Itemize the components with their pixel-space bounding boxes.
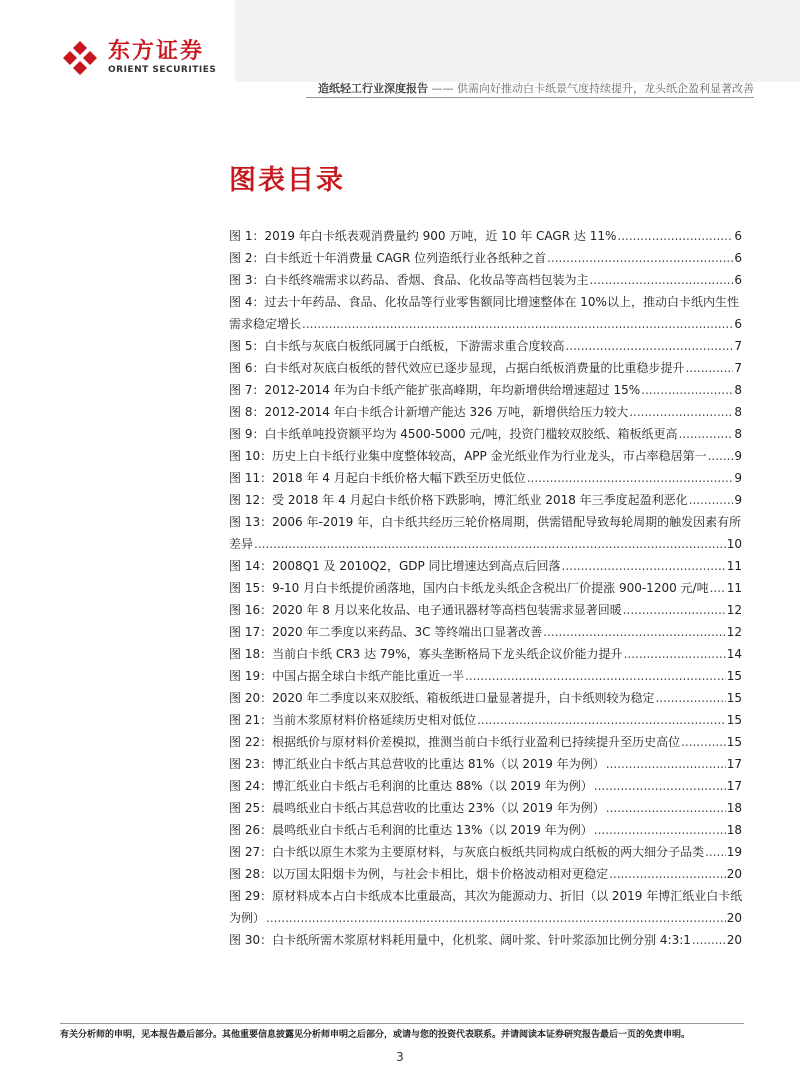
toc-entry-page: 11 xyxy=(726,559,742,573)
toc-entry-label-line1: 图 13：2006 年-2019 年，白卡纸共经历三轮价格周期，供需错配导致每轮周期的触发因素有所 xyxy=(229,515,742,529)
toc-leader-dots xyxy=(624,643,726,665)
toc-entry-page: 6 xyxy=(734,251,742,265)
toc-entry-page: 15 xyxy=(726,691,742,705)
toc-leader-dots xyxy=(543,621,725,643)
toc-entry-label: 图 15：9-10 月白卡纸提价函落地，国内白卡纸龙头纸企含税出厂价提涨 900-1200 元/吨 xyxy=(229,581,709,595)
toc-entry[interactable] xyxy=(229,247,742,269)
toc-entry[interactable] xyxy=(229,577,742,599)
header-rule xyxy=(306,97,754,98)
toc-entry[interactable] xyxy=(229,643,742,665)
toc-entry-page: 14 xyxy=(726,647,742,661)
toc-entry-label: 图 3：白卡纸终端需求以药品、香烟、食品、化妆品等高档包装为主 xyxy=(229,273,589,287)
footer-rule xyxy=(60,1023,744,1024)
toc-entry-label: 差异 xyxy=(229,537,254,551)
toc-entry-page: 6 xyxy=(734,317,742,331)
toc-entry-page: 8 xyxy=(734,427,742,441)
toc-entry-page: 10 xyxy=(726,537,742,551)
report-subtitle: 供需向好推动白卡纸景气度持续提升，龙头纸企盈利显著改善 xyxy=(457,82,754,95)
page-number: 3 xyxy=(396,1050,404,1064)
toc-entry-page: 17 xyxy=(726,757,742,771)
header-background xyxy=(235,0,800,82)
section-title: 图表目录 xyxy=(229,165,345,196)
toc-leader-dots xyxy=(527,467,734,489)
toc-entry-label: 图 20：2020 年二季度以来双胶纸、箱板纸进口量显著提升，白卡纸则较为稳定 xyxy=(229,691,655,705)
toc-entry-label: 图 22：根据纸价与原材料价差模拟，推测当前白卡纸行业盈利已持续提升至历史高位 xyxy=(229,735,681,749)
toc-entry[interactable] xyxy=(229,885,742,929)
toc-entry-label: 图 30：白卡纸所需木浆原材料耗用量中，化机浆、阔叶浆、针叶浆添加比例分别 4:3:1 xyxy=(229,933,691,947)
header-separator: —— xyxy=(428,82,457,95)
toc-leader-dots xyxy=(641,379,733,401)
toc-entry[interactable] xyxy=(229,423,742,445)
toc-entry-page: 9 xyxy=(734,449,742,463)
toc-leader-dots xyxy=(606,753,726,775)
toc-entry-page: 18 xyxy=(726,823,742,837)
company-logo xyxy=(60,38,216,78)
toc-entry-page: 20 xyxy=(726,867,742,881)
toc-entry-page: 7 xyxy=(734,361,742,375)
toc-entry-label: 图 1：2019 年白卡纸表观消费量约 900 万吨，近 10 年 CAGR 达 11% xyxy=(229,229,617,243)
toc-entry[interactable] xyxy=(229,687,742,709)
toc-entry-page: 15 xyxy=(726,735,742,749)
logo-chinese-name: 东方证券 xyxy=(108,39,205,64)
toc-entry[interactable] xyxy=(229,665,742,687)
figure-list xyxy=(229,225,742,951)
toc-entry-label: 图 12：受 2018 年 4 月起白卡纸价格下跌影响，博汇纸业 2018 年三季度起盈利恶化 xyxy=(229,493,688,507)
toc-entry-label: 图 17：2020 年二季度以来药品、3C 等终端出口显著改善 xyxy=(229,625,543,639)
toc-entry-label: 图 26：晨鸣纸业白卡纸占毛利润的比重达 13%（以 2019 年为例） xyxy=(229,823,593,837)
toc-entry-label-line1: 图 4：过去十年药品、食品、化妆品等行业零售额同比增速整体在 10%以上，推动白卡纸内生性 xyxy=(229,295,739,309)
toc-entry-page: 12 xyxy=(726,603,742,617)
toc-entry[interactable] xyxy=(229,335,742,357)
toc-entry-label: 图 19：中国占据全球白卡纸产能比重近一半 xyxy=(229,669,465,683)
toc-entry-page: 15 xyxy=(726,713,742,727)
toc-leader-dots xyxy=(302,313,733,335)
toc-entry-label: 图 14：2008Q1 及 2010Q2，GDP 同比增速达到高点后回落 xyxy=(229,559,561,573)
toc-entry-label: 为例） xyxy=(229,911,266,925)
toc-leader-dots xyxy=(565,335,733,357)
toc-entry-page: 20 xyxy=(726,911,742,925)
toc-entry-page: 17 xyxy=(726,779,742,793)
toc-leader-dots xyxy=(562,555,726,577)
toc-entry-page: 11 xyxy=(726,581,742,595)
toc-entry-label: 需求稳定增长 xyxy=(229,317,302,331)
toc-entry-label-line1: 图 29：原材料成本占白卡纸成本比重最高，其次为能源动力、折旧（以 2019 年博汇纸业白卡纸 xyxy=(229,889,743,903)
toc-entry[interactable] xyxy=(229,797,742,819)
toc-leader-dots xyxy=(594,775,726,797)
toc-leader-dots xyxy=(465,665,726,687)
toc-entry-label: 图 6：白卡纸对灰底白板纸的替代效应已逐步显现，占据白纸板消费量的比重稳步提升 xyxy=(229,361,685,375)
toc-entry-label: 图 23：博汇纸业白卡纸占其总营收的比重达 81%（以 2019 年为例） xyxy=(229,757,605,771)
toc-entry[interactable] xyxy=(229,775,742,797)
toc-leader-dots xyxy=(705,841,726,863)
toc-leader-dots xyxy=(689,489,734,511)
toc-entry[interactable] xyxy=(229,357,742,379)
toc-entry[interactable] xyxy=(229,291,742,335)
toc-entry[interactable] xyxy=(229,863,742,885)
toc-entry[interactable] xyxy=(229,489,742,511)
toc-entry-page: 19 xyxy=(726,845,742,859)
toc-entry-label: 图 24：博汇纸业白卡纸占毛利润的比重达 88%（以 2019 年为例） xyxy=(229,779,593,793)
toc-entry[interactable] xyxy=(229,709,742,731)
toc-entry-label: 图 8：2012-2014 年白卡纸合计新增产能达 326 万吨，新增供给压力较大 xyxy=(229,405,629,419)
toc-entry[interactable] xyxy=(229,225,742,247)
toc-entry[interactable] xyxy=(229,731,742,753)
toc-leader-dots xyxy=(254,533,726,555)
toc-entry-page: 15 xyxy=(726,669,742,683)
toc-leader-dots xyxy=(679,423,734,445)
toc-entry-page: 7 xyxy=(734,339,742,353)
toc-leader-dots xyxy=(655,687,725,709)
toc-leader-dots xyxy=(477,709,726,731)
toc-entry-label: 图 11：2018 年 4 月起白卡纸价格大幅下跌至历史低位 xyxy=(229,471,526,485)
toc-leader-dots xyxy=(589,269,733,291)
toc-entry-page: 8 xyxy=(734,405,742,419)
toc-entry-page: 6 xyxy=(734,273,742,287)
toc-leader-dots xyxy=(609,863,726,885)
toc-entry-label: 图 18：当前白卡纸 CR3 达 79%，寡头垄断格局下龙头纸企议价能力提升 xyxy=(229,647,623,661)
toc-leader-dots xyxy=(710,577,726,599)
report-type: 造纸轻工行业深度报告 xyxy=(318,82,428,95)
toc-entry[interactable] xyxy=(229,841,742,863)
toc-leader-dots xyxy=(708,445,734,467)
toc-entry-page: 18 xyxy=(726,801,742,815)
toc-leader-dots xyxy=(606,797,726,819)
toc-entry-label: 图 21：当前木浆原材料价格延续历史相对低位 xyxy=(229,713,477,727)
toc-leader-dots xyxy=(692,929,726,951)
toc-entry-label: 图 7：2012-2014 年为白卡纸产能扩张高峰期，年均新增供给增速超过 15% xyxy=(229,383,641,397)
toc-leader-dots xyxy=(547,247,733,269)
toc-entry[interactable] xyxy=(229,401,742,423)
toc-leader-dots xyxy=(629,401,733,423)
orient-logo-icon xyxy=(60,38,100,78)
toc-entry-page: 9 xyxy=(734,471,742,485)
footer-disclaimer: 有关分析师的申明，见本报告最后部分。其他重要信息披露见分析师申明之后部分，或请与您的投资代表联系。并请阅读本证券研究报告最后一页的免责申明。 xyxy=(60,1030,691,1040)
toc-leader-dots xyxy=(623,599,726,621)
toc-entry[interactable] xyxy=(229,753,742,775)
toc-entry[interactable] xyxy=(229,621,742,643)
toc-entry-page: 12 xyxy=(726,625,742,639)
logo-english-name: ORIENT SECURITIES xyxy=(108,65,217,75)
toc-leader-dots xyxy=(617,225,733,247)
toc-entry-page: 20 xyxy=(726,933,742,947)
toc-entry-label: 图 5：白卡纸与灰底白板纸同属于白纸板，下游需求重合度较高 xyxy=(229,339,565,353)
toc-entry[interactable] xyxy=(229,555,742,577)
toc-entry[interactable] xyxy=(229,819,742,841)
report-header-title xyxy=(318,80,754,96)
toc-leader-dots xyxy=(266,907,726,929)
toc-entry[interactable] xyxy=(229,599,742,621)
toc-entry-page: 8 xyxy=(734,383,742,397)
toc-leader-dots xyxy=(685,357,733,379)
toc-leader-dots xyxy=(681,731,726,753)
toc-entry[interactable] xyxy=(229,445,742,467)
toc-entry-label: 图 10：历史上白卡纸行业集中度整体较高，APP 金光纸业作为行业龙头，市占率稳居第一 xyxy=(229,449,707,463)
toc-entry-label: 图 28：以万国太阳烟卡为例，与社会卡相比，烟卡价格波动相对更稳定 xyxy=(229,867,609,881)
toc-entry-label: 图 9：白卡纸单吨投资额平均为 4500-5000 元/吨，投资门槛较双胶纸、箱板纸更高 xyxy=(229,427,678,441)
toc-leader-dots xyxy=(594,819,726,841)
toc-entry-label: 图 27：白卡纸以原生木浆为主要原材料，与灰底白板纸共同构成白纸板的两大细分子品类 xyxy=(229,845,705,859)
toc-entry[interactable] xyxy=(229,379,742,401)
toc-entry[interactable] xyxy=(229,511,742,555)
toc-entry[interactable] xyxy=(229,269,742,291)
toc-entry-page: 9 xyxy=(734,493,742,507)
toc-entry-label: 图 2：白卡纸近十年消费量 CAGR 位列造纸行业各纸种之首 xyxy=(229,251,547,265)
toc-entry-label: 图 16：2020 年 8 月以来化妆品、电子通讯器材等高档包装需求显著回暖 xyxy=(229,603,622,617)
toc-entry[interactable] xyxy=(229,929,742,951)
toc-entry-page: 6 xyxy=(734,229,742,243)
toc-entry[interactable] xyxy=(229,467,742,489)
toc-entry-label: 图 25：晨鸣纸业白卡纸占其总营收的比重达 23%（以 2019 年为例） xyxy=(229,801,605,815)
